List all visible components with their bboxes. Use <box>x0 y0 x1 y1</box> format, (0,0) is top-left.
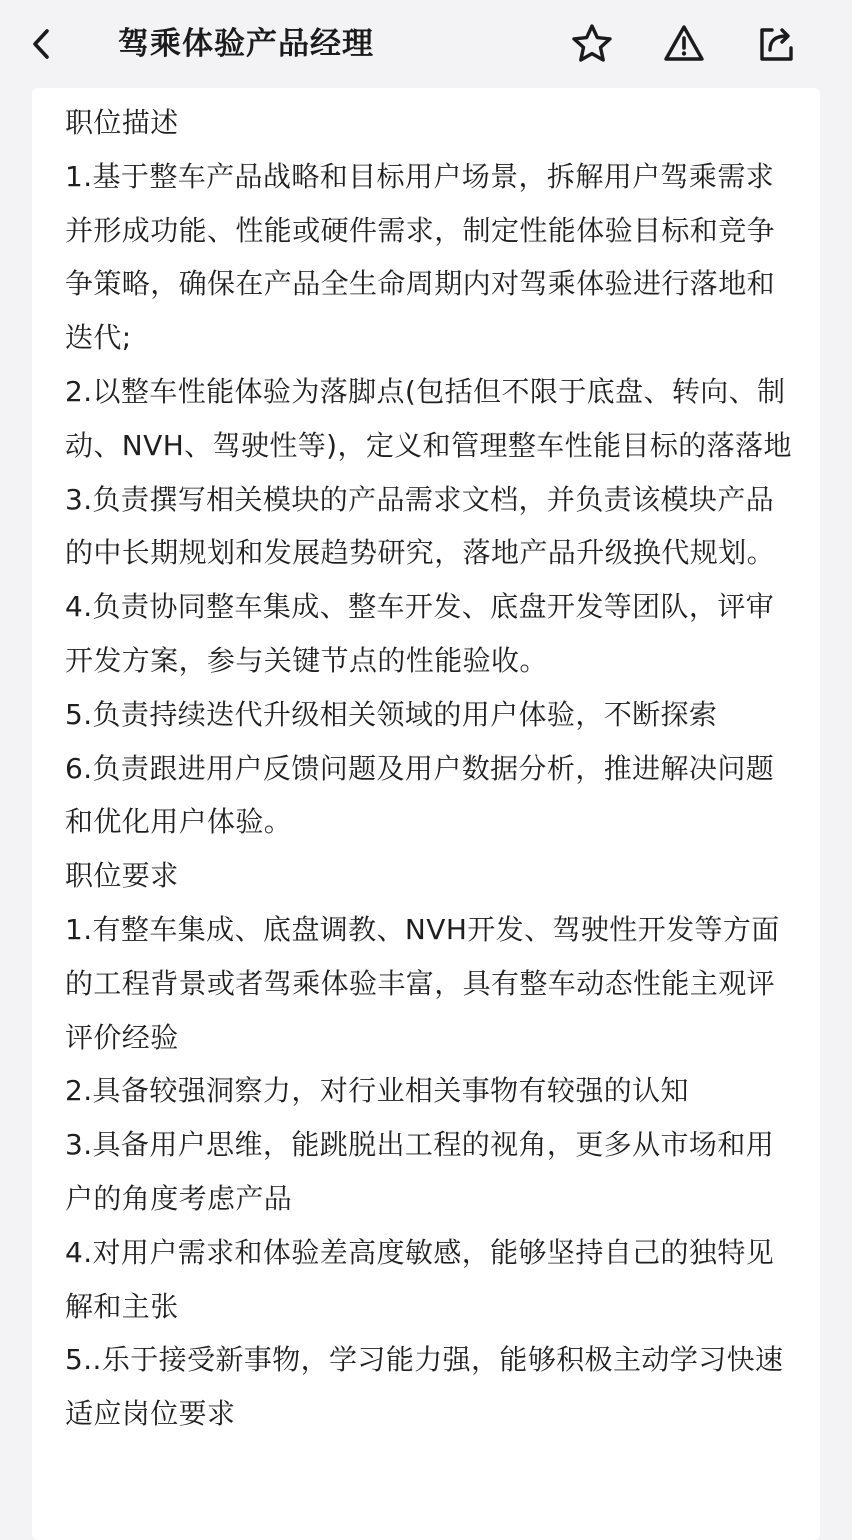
description-item-1: 1.基于整车产品战略和目标用户场景，拆解用户驾乘需求并形成功能、性能或硬件需求，制定性能体验目标和竞争争策略，确保在产品全生命周期内对驾乘体验进行落地和迭代; <box>65 159 776 355</box>
back-button[interactable] <box>18 20 66 68</box>
requirement-item-5: 5..乐于接受新事物，学习能力强，能够积极主动学习快速适应岗位要求 <box>65 1343 784 1431</box>
warning-triangle-icon <box>662 22 706 66</box>
requirement-item-1: 1.有整车集成、底盘调教、NVH开发、驾驶性开发等方面的工程背景或者驾乘体验丰富，具有整车动态性能主观评评价经验 <box>65 912 780 1054</box>
description-item-5: 5.负责持续迭代升级相关领域的用户体验，不断探索 <box>65 697 718 731</box>
description-item-4: 4.负责协同整车集成、整车开发、底盘开发等团队，评审开发方案，参与关键节点的性能验收。 <box>65 590 775 677</box>
job-description-card <box>32 88 820 1540</box>
text-fade-overlay <box>700 1444 746 1480</box>
section-heading-description: 职位描述 <box>65 106 179 139</box>
job-description-text <box>65 96 795 1441</box>
description-item-6: 6.负责跟进用户反馈问题及用户数据分析，推进解决问题和优化用户体验。 <box>65 751 775 839</box>
page-title: 驾乘体验产品经理 <box>118 26 374 62</box>
star-icon <box>570 22 614 66</box>
report-button[interactable] <box>660 20 708 68</box>
chevron-left-icon <box>27 26 57 62</box>
requirement-item-3: 3.具备用户思维，能跳脱出工程的视角，更多从市场和用户的角度考虑产品 <box>65 1128 775 1215</box>
requirement-item-4: 4.对用户需求和体验差高度敏感，能够坚持自己的独特见解和主张 <box>65 1235 775 1323</box>
share-icon <box>754 22 798 66</box>
section-heading-requirements: 职位要求 <box>65 859 179 893</box>
top-bar <box>0 0 852 88</box>
share-button[interactable] <box>752 20 800 68</box>
requirement-item-2: 2.具备较强洞察力，对行业相关事物有较强的认知 <box>65 1074 689 1108</box>
favorite-button[interactable] <box>568 20 616 68</box>
description-item-3: 3.负责撰写相关模块的产品需求文档，并负责该模块产品的中长期规划和发展趋势研究，落地产品升级换代规划。 <box>65 482 776 570</box>
description-item-2: 2.以整车性能体验为落脚点(包括但不限于底盘、转向、制动、NVH、驾驶性等)，定义和管理整车性能目标的落落地 <box>65 374 792 462</box>
